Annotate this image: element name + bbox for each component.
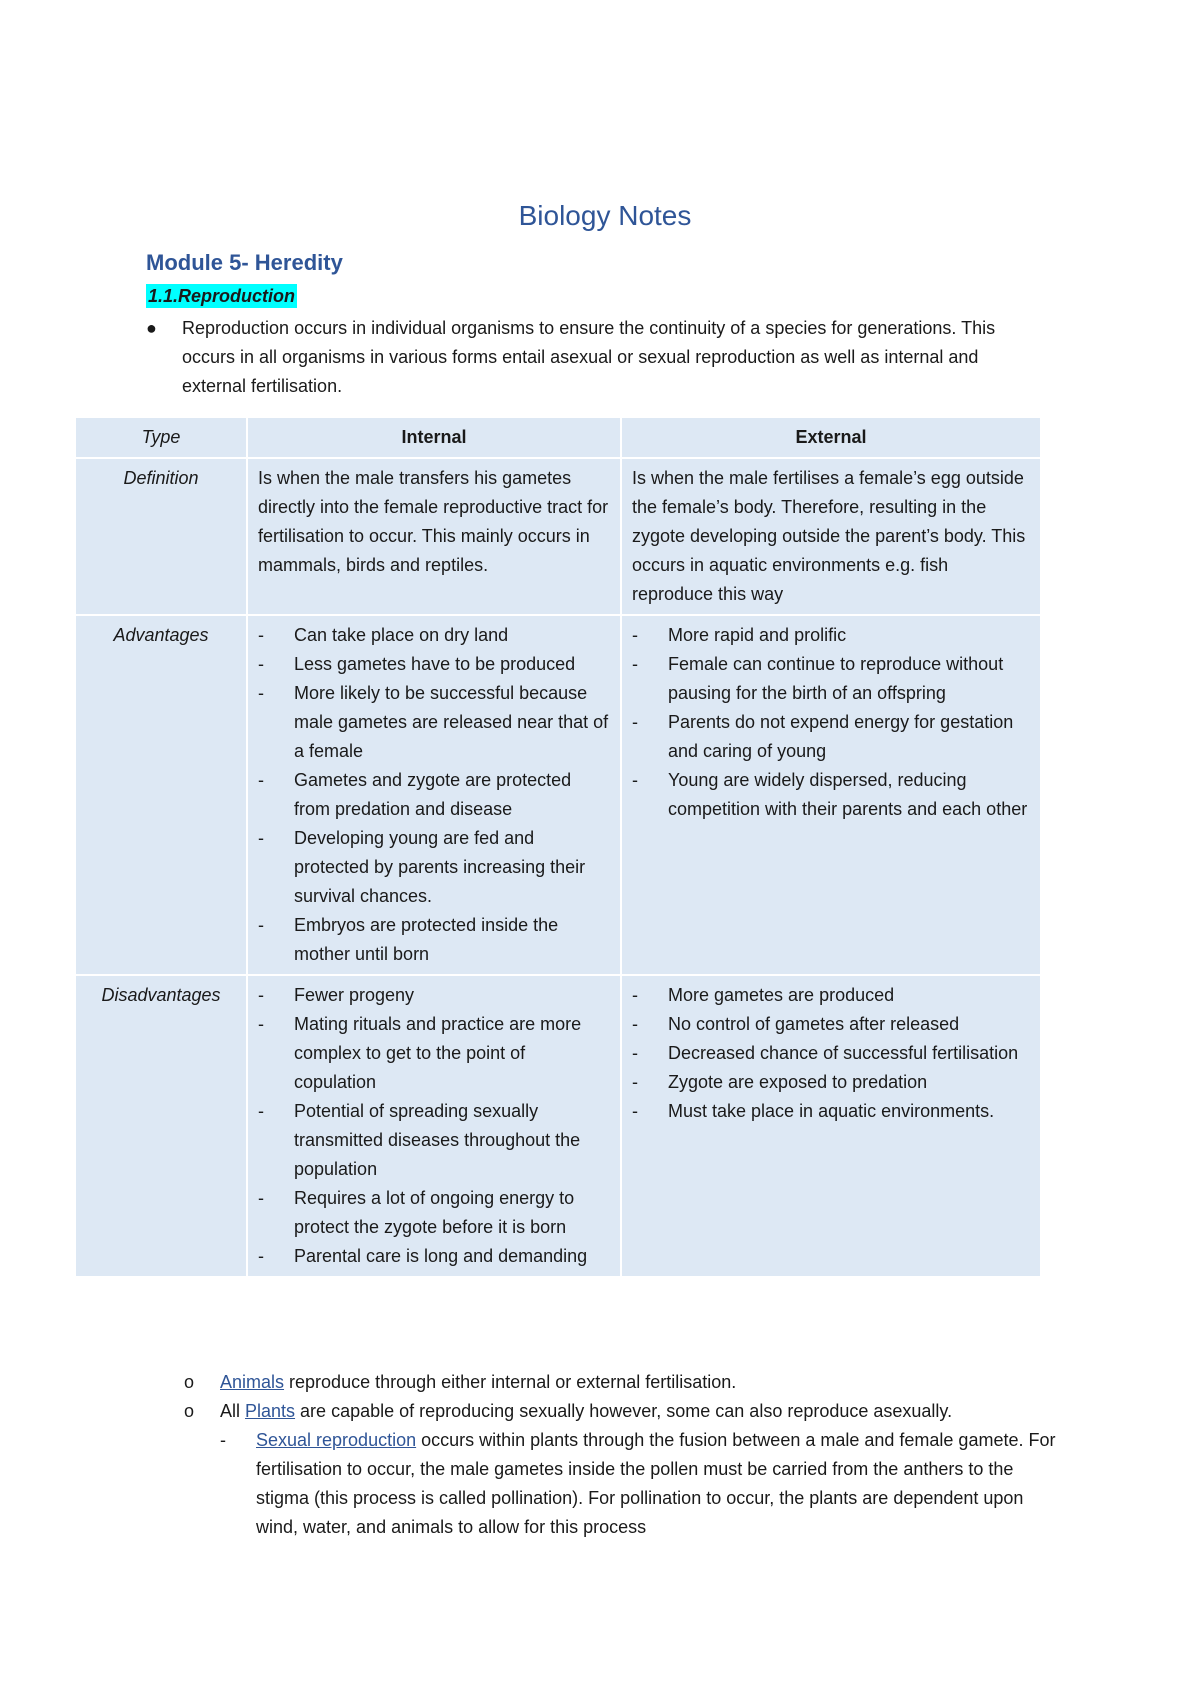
document-title: Biology Notes <box>518 200 692 231</box>
header-type: Type <box>75 417 247 458</box>
list-item: - Potential of spreading sexually transmitted diseases throughout the population <box>258 1097 610 1184</box>
table-header-row <box>75 417 1041 458</box>
disadvantages-internal-cell <box>247 975 621 1277</box>
list-item: - More rapid and prolific <box>632 621 1030 650</box>
header-external: External <box>621 417 1041 458</box>
circle-bullet-icon: o <box>184 1372 195 1392</box>
list-item: - Embryos are protected inside the mother until born <box>258 911 610 969</box>
list-item: - More gametes are produced <box>632 981 1030 1010</box>
list-item: - Must take place in aquatic environments. <box>632 1097 1030 1126</box>
advantages-internal-list <box>258 621 610 969</box>
animals-link[interactable]: Animals <box>220 1372 285 1392</box>
list-item: - Parents do not expend energy for gestation and caring of young <box>632 708 1030 766</box>
list-item: - Less gametes have to be produced <box>258 650 610 679</box>
list-item: - Zygote are exposed to predation <box>632 1068 1030 1097</box>
intro-text: Reproduction occurs in individual organisms to ensure the continuity of a species for generations. This occurs in all organisms in various forms entail asexual or sexual reproduction as well as internal and external fertilisation. <box>182 318 996 396</box>
disadvantages-external-list <box>632 981 1030 1126</box>
animals-text: reproduce through either internal or external fertilisation. <box>284 1372 737 1392</box>
list-item: - More likely to be successful because male gametes are released near that of a female <box>258 679 610 766</box>
dash-bullet-icon: - <box>220 1430 226 1450</box>
list-item: - Young are widely dispersed, reducing competition with their parents and each other <box>632 766 1030 824</box>
list-item-sexual-reproduction <box>184 1426 1064 1542</box>
list-item: - Decreased chance of successful fertilisation <box>632 1039 1030 1068</box>
list-item: - Female can continue to reproduce without pausing for the birth of an offspring <box>632 650 1030 708</box>
list-item: - Can take place on dry land <box>258 621 610 650</box>
advantages-external-cell <box>621 615 1041 975</box>
table-row-advantages <box>75 615 1041 975</box>
list-item: - Mating rituals and practice are more complex to get to the point of copulation <box>258 1010 610 1097</box>
advantages-internal-cell <box>247 615 621 975</box>
disadvantages-internal-list <box>258 981 610 1271</box>
disadvantages-external-cell <box>621 975 1041 1277</box>
intro-bullet-item <box>146 314 1046 401</box>
module-heading: Module 5- Heredity <box>146 250 343 275</box>
list-item-plants <box>184 1397 1064 1426</box>
list-item-animals <box>184 1368 1064 1397</box>
row-label-definition: Definition <box>75 458 247 615</box>
definition-internal: Is when the male transfers his gametes directly into the female reproductive tract for fertilisation to occur. This mainly occurs in mammals, birds and reptiles. <box>247 458 621 615</box>
section-heading: 1.1.Reproduction <box>148 286 296 306</box>
list-item: - Gametes and zygote are protected from predation and disease <box>258 766 610 824</box>
row-label-disadvantages: Disadvantages <box>75 975 247 1277</box>
plants-link[interactable]: Plants <box>245 1401 296 1421</box>
row-label-advantages: Advantages <box>75 615 247 975</box>
advantages-external-list <box>632 621 1030 824</box>
sexual-reproduction-text: occurs within plants through the fusion between a male and female gamete. For fertilisation to occur, the male gametes inside the pollen must be carried from the anthers to the stigma (this process is called pollination). For pollination to occur, the plants are dependent upon wind, water, and animals to allow for this process <box>256 1430 1056 1537</box>
table-row-disadvantages <box>75 975 1041 1277</box>
header-internal: Internal <box>247 417 621 458</box>
sexual-reproduction-link[interactable]: Sexual reproduction <box>256 1430 417 1450</box>
plants-prefix: All <box>220 1401 246 1421</box>
bullet-icon: ● <box>146 318 157 338</box>
plants-text: are capable of reproducing sexually however, some can also reproduce asexually. <box>295 1401 953 1421</box>
list-item: - No control of gametes after released <box>632 1010 1030 1039</box>
list-item: - Parental care is long and demanding <box>258 1242 610 1271</box>
list-item: - Requires a lot of ongoing energy to protect the zygote before it is born <box>258 1184 610 1242</box>
circle-bullet-icon: o <box>184 1401 195 1421</box>
reproduction-table <box>74 416 1042 1278</box>
list-item: - Developing young are fed and protected by parents increasing their survival chances. <box>258 824 610 911</box>
post-table-list <box>184 1368 1064 1542</box>
table-row-definition <box>75 458 1041 615</box>
definition-external: Is when the male fertilises a female’s egg outside the female’s body. Therefore, resulting in the zygote developing outside the parent’s body. This occurs in aquatic environments e.g. fish reproduce this way <box>621 458 1041 615</box>
list-item: - Fewer progeny <box>258 981 610 1010</box>
